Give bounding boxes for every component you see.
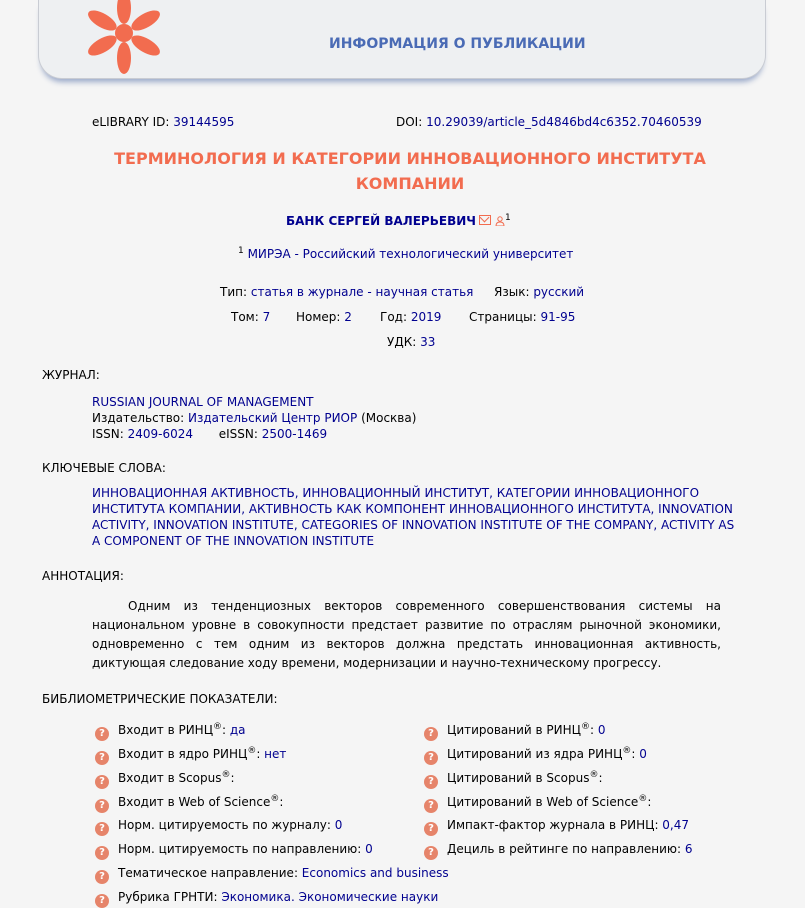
biblio-left-row xyxy=(95,794,283,813)
biblio-value[interactable]: 6 xyxy=(684,842,693,856)
abstract-text: Одним из тенденциозных векторов современного совершенствования системы на национальном уровне в совокупности предстает развитие по отраслям рыночной экономики, одновременно с тем одним из векторов должна предстать инновационная активность, диктующая следование ходу времени, модернизации и научно-техническому прогрессу. xyxy=(92,599,721,670)
biblio-label: Импакт-фактор журнала в РИНЦ xyxy=(447,818,655,832)
biblio-label: Норм. цитируемость по журналу xyxy=(118,818,327,832)
biblio-label: Цитирований в Scopus xyxy=(447,771,590,785)
article-title: ТЕРМИНОЛОГИЯ И КАТЕГОРИИ ИННОВАЦИОННОГО ИНСТИТУТА КОМПАНИИ xyxy=(114,149,706,193)
help-icon[interactable]: ? xyxy=(424,846,438,860)
publisher-city: (Москва) xyxy=(361,411,417,425)
biblio-left-row xyxy=(95,818,342,836)
biblio-left-row xyxy=(95,746,286,765)
registered-mark: ® xyxy=(213,722,223,732)
type-label: Тип: xyxy=(220,285,248,299)
biblio-colon: : xyxy=(590,723,598,737)
language-value: русский xyxy=(533,285,585,299)
help-icon[interactable]: ? xyxy=(95,799,109,813)
udk-field xyxy=(387,335,435,349)
biblio-label: Цитирований из ядра РИНЦ xyxy=(447,747,623,761)
biblio-left-row xyxy=(95,866,449,884)
help-icon[interactable]: ? xyxy=(424,751,438,765)
biblio-label: Дециль в рейтинге по направлению xyxy=(447,842,677,856)
eissn-value: 2500-1469 xyxy=(261,427,328,441)
biblio-value[interactable]: Economics and business xyxy=(301,866,449,880)
volume-label: Том: xyxy=(231,310,259,324)
language-field xyxy=(494,285,584,299)
keywords-section-label: КЛЮЧЕВЫЕ СЛОВА: xyxy=(42,461,166,475)
biblio-colon: : xyxy=(222,723,230,737)
page-header-title: ИНФОРМАЦИЯ О ПУБЛИКАЦИИ xyxy=(329,36,586,52)
biblio-right-row xyxy=(424,842,693,860)
pages-label: Страницы: xyxy=(469,310,537,324)
biblio-value[interactable]: да xyxy=(229,723,246,737)
year-value: 2019 xyxy=(410,310,442,324)
registered-mark: ® xyxy=(589,770,599,780)
journal-name-link[interactable]: RUSSIAN JOURNAL OF MANAGEMENT xyxy=(92,395,314,409)
registered-mark: ® xyxy=(638,794,648,804)
keywords-list[interactable]: ИННОВАЦИОННАЯ АКТИВНОСТЬ, ИННОВАЦИОННЫЙ ИНСТИТУТ, КАТЕГОРИИ ИННОВАЦИОННОГО ИНСТИТУТА КОМПАНИИ, АКТИВНОСТЬ КАК КОМПОНЕНТ ИННОВАЦИОННОГО ИНСТИТУТА, INNOVATION ACTIVITY, INNOVATION INSTITUTE, CATEGORIES OF INNOVATION INSTITUTE OF THE COMPANY, ACTIVITY AS A COMPONENT OF THE INNOVATION INSTITUTE xyxy=(92,486,735,548)
number-label: Номер: xyxy=(296,310,341,324)
publisher-link[interactable]: Издательский Центр РИОР xyxy=(188,411,358,425)
biblio-colon: : xyxy=(326,818,335,832)
person-icon[interactable] xyxy=(495,216,505,226)
registered-mark: ® xyxy=(221,770,231,780)
registered-mark: ® xyxy=(581,722,590,732)
journal-block xyxy=(92,394,416,442)
language-label: Язык: xyxy=(494,285,530,299)
biblio-label: Рубрика ГРНТИ xyxy=(118,890,214,904)
mail-icon[interactable] xyxy=(479,215,491,225)
biblio-colon: : xyxy=(256,747,265,761)
affiliation-link[interactable]: МИРЭА - Российский технологический университет xyxy=(247,247,574,261)
biblio-value[interactable]: 0,47 xyxy=(662,818,690,832)
doi-link[interactable]: 10.29039/article_5d4846bd4c6352.70460539 xyxy=(426,115,702,129)
doi xyxy=(396,115,702,129)
volume-link[interactable]: 7 xyxy=(262,310,271,324)
registered-mark: ® xyxy=(622,746,632,756)
help-icon[interactable]: ? xyxy=(424,822,438,836)
biblio-label: Входит в ядро РИНЦ xyxy=(118,747,248,761)
biblio-label: Входит в Scopus xyxy=(118,771,222,785)
biblio-value[interactable]: 0 xyxy=(365,842,373,856)
help-icon[interactable]: ? xyxy=(424,775,438,789)
biblio-colon: : xyxy=(293,866,302,880)
biblio-label: Норм. цитируемость по направлению xyxy=(118,842,358,856)
biblio-section-label: БИБЛИОМЕТРИЧЕСКИЕ ПОКАЗАТЕЛИ: xyxy=(42,692,278,706)
biblio-right-row xyxy=(424,770,603,789)
help-icon[interactable]: ? xyxy=(424,727,438,741)
biblio-right-row xyxy=(424,818,689,836)
journal-section-label: ЖУРНАЛ: xyxy=(42,368,100,382)
biblio-colon: : xyxy=(654,818,663,832)
biblio-right-row xyxy=(424,722,606,741)
author-link[interactable]: БАНК СЕРГЕЙ ВАЛЕРЬЕВИЧ xyxy=(286,214,476,228)
biblio-right-row xyxy=(424,746,647,765)
help-icon[interactable]: ? xyxy=(95,846,109,860)
biblio-colon: : xyxy=(631,747,640,761)
udk-value: 33 xyxy=(420,335,436,349)
biblio-label: Входит в Web of Science xyxy=(118,795,271,809)
volume-field xyxy=(231,310,270,324)
registered-mark: ® xyxy=(270,794,280,804)
publisher-label: Издательство: xyxy=(92,411,185,425)
biblio-colon: : xyxy=(279,795,284,809)
help-icon[interactable]: ? xyxy=(424,799,438,813)
biblio-value[interactable]: нет xyxy=(264,747,287,761)
elibrary-id xyxy=(92,115,234,129)
biblio-colon: : xyxy=(357,842,366,856)
biblio-colon: : xyxy=(230,771,235,785)
affiliation xyxy=(238,246,573,261)
help-icon[interactable]: ? xyxy=(95,727,109,741)
year-label: Год: xyxy=(380,310,407,324)
help-icon[interactable]: ? xyxy=(95,822,109,836)
biblio-label: Входит в РИНЦ xyxy=(118,723,214,737)
biblio-value[interactable]: 0 xyxy=(334,818,343,832)
help-icon[interactable]: ? xyxy=(95,870,109,884)
biblio-label: Тематическое направление xyxy=(118,866,294,880)
issn-value: 2409-6024 xyxy=(127,427,194,441)
number-link[interactable]: 2 xyxy=(344,310,352,324)
biblio-label: Цитирований в РИНЦ xyxy=(447,723,581,737)
biblio-left-row xyxy=(95,842,373,860)
eissn-label: eISSN: xyxy=(218,427,258,441)
affiliation-sup: 1 xyxy=(238,246,244,256)
author-line xyxy=(286,213,511,228)
type-field xyxy=(220,285,473,299)
biblio-colon: : xyxy=(677,842,685,856)
biblio-colon: : xyxy=(213,890,222,904)
biblio-value[interactable]: Экономика. Экономические науки xyxy=(221,890,439,904)
type-value: статья в журнале - научная статья xyxy=(250,285,474,299)
elibrary-id-label: eLIBRARY ID: xyxy=(92,115,170,129)
biblio-colon: : xyxy=(647,795,652,809)
help-icon[interactable]: ? xyxy=(95,775,109,789)
udk-label: УДК: xyxy=(387,335,417,349)
elibrary-id-link[interactable]: 39144595 xyxy=(173,115,235,129)
biblio-left-row xyxy=(95,770,235,789)
year-field xyxy=(380,310,441,324)
help-icon[interactable]: ? xyxy=(95,894,109,908)
abstract-section-label: АННОТАЦИЯ: xyxy=(42,569,124,583)
biblio-value[interactable]: 0 xyxy=(639,747,647,761)
pages-field xyxy=(469,310,575,324)
biblio-left-row xyxy=(95,722,246,741)
issn-label: ISSN: xyxy=(92,427,124,441)
doi-label: DOI: xyxy=(396,115,423,129)
biblio-left-row xyxy=(95,890,438,908)
pages-value: 91-95 xyxy=(540,310,576,324)
help-icon[interactable]: ? xyxy=(95,751,109,765)
biblio-right-row xyxy=(424,794,651,813)
biblio-label: Цитирований в Web of Science xyxy=(447,795,639,809)
biblio-value[interactable]: 0 xyxy=(597,723,606,737)
flower-logo-icon xyxy=(79,0,169,78)
biblio-colon: : xyxy=(598,771,603,785)
page-header xyxy=(38,0,766,79)
author-affiliation-sup: 1 xyxy=(504,213,511,223)
number-field xyxy=(296,310,352,324)
registered-mark: ® xyxy=(247,746,257,756)
